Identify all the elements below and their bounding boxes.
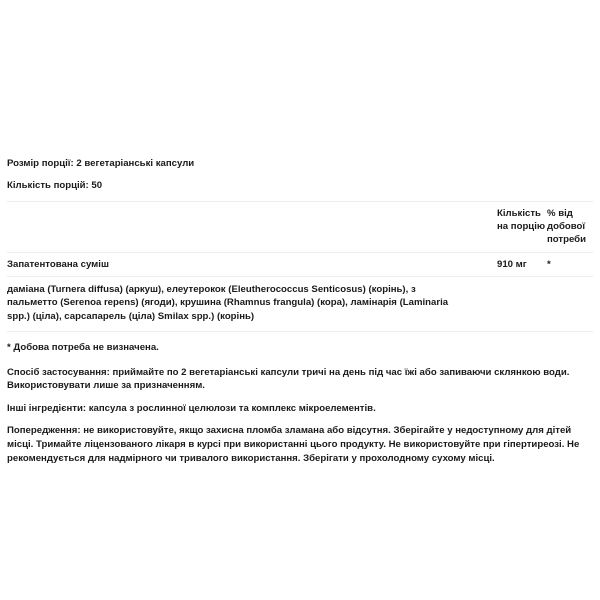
facts-table [7,202,593,332]
header-amount-per-serving: Кількість на порцію [497,208,546,232]
table-row [7,253,593,276]
table-header [7,202,593,252]
ingredient-name: Запатентована суміш [7,259,109,270]
ingredient-amount: 910 мг [497,259,527,270]
ingredient-daily-value: * [547,259,551,270]
daily-value-footnote: * Добова потреба не визначена. [7,342,159,353]
serving-size: Розмір порції: 2 вегетаріанські капсули [7,158,195,169]
header-daily-value: % від добової потреби [547,208,587,245]
directions-text: Спосіб застосування: приймайте по 2 вегетаріанські капсули тричі на день під час їжі або запиваючи склянкою води. Використовувати лише за призначенням. [7,366,570,391]
blend-ingredients [7,277,593,332]
divider [7,331,593,332]
blend-ingredients-text: даміана (Turnera diffusa) (аркуш), елеутерокок (Eleutherococcus Senticosus) (корінь), з пальметто (Serenoa repens) (ягоди), крушина (Rhamnus frangula) (кора), ламінарія (Laminaria spp.) (ціла), сарсапарель (ціла) Smilax spp.) (корінь) [7,283,449,322]
other-ingredients-text: Інші інгредієнти: капсула з рослинної целюлози та комплекс мікроелементів. [7,402,376,414]
servings-per-container: Кількість порцій: 50 [7,180,103,191]
supplement-facts [7,157,593,466]
warnings-text: Попередження: не використовуйте, якщо захисна пломба зламана або відсутня. Зберігайте у недоступному для дітей місці. Тримайте ліцензованого лікаря в курсі при використанні цього продукту. Не використовуйте при гіпертиреозі. Не рекомендується для надмірного чи тривалого використання. Зберігати у прохолодному сухому місці. [7,425,580,464]
